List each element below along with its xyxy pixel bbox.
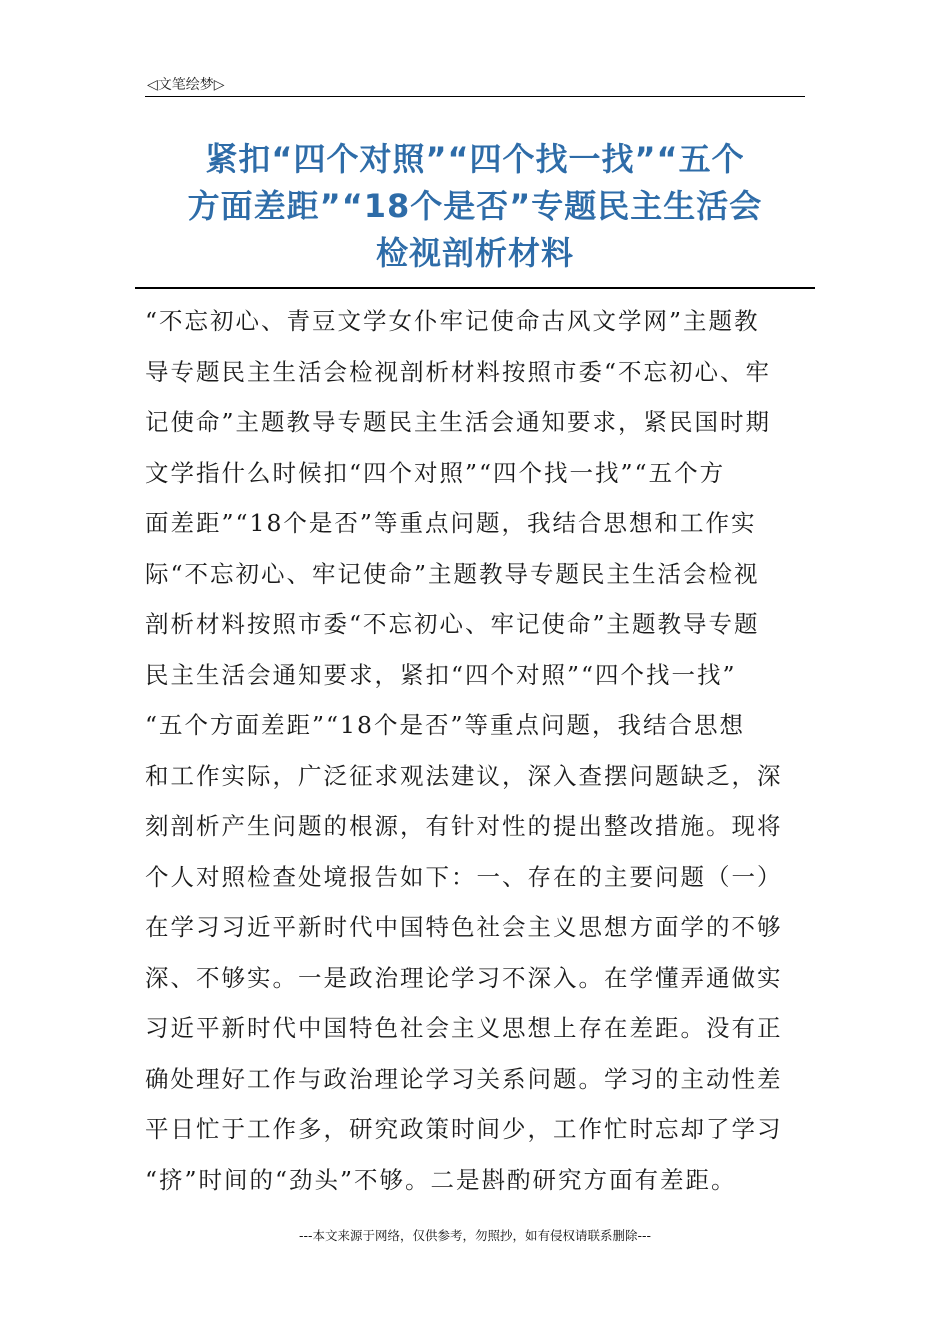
body-line: 刻剖析产生问题的根源，有针对性的提出整改措施。现将 [145, 812, 783, 840]
body-line: 在学习习近平新时代中国特色社会主义思想方面学的不够 [145, 913, 783, 941]
body-line: “五个方面差距”“18个是否”等重点问题，我结合思想 [145, 711, 745, 739]
title-line: 紧扣“四个对照”“四个找一找”“五个 [205, 140, 745, 178]
page-header [145, 72, 805, 97]
body-line: 深、不够实。一是政治理论学习不深入。在学懂弄通做实 [145, 963, 783, 992]
body-line: 文学指什么时候扣“四个对照”“四个找一找”“五个方 [145, 458, 726, 487]
body-line: “不忘初心、青豆文学女仆牢记使命古风文学网”主题教 [145, 307, 760, 335]
body-line: 个人对照检查处境报告如下：一、存在的主要问题（一） [145, 862, 783, 891]
document-title [140, 136, 810, 277]
body-line: 民主生活会通知要求，紧扣“四个对照”“四个找一找” [145, 660, 737, 689]
body-line: 剖析材料按照市委“不忘初心、牢记使命”主题教导专题 [145, 610, 760, 638]
body-line: 际“不忘初心、牢记使命”主题教导专题民主生活会检视 [145, 559, 760, 588]
body-line: 习近平新时代中国特色社会主义思想上存在差距。没有正 [145, 1014, 783, 1042]
footer-disclaimer: ---本文来源于网络，仅供参考，勿照抄，如有侵权请联系删除--- [298, 1228, 652, 1243]
body-line: 面差距”“18个是否”等重点问题，我结合思想和工作实 [145, 509, 757, 537]
body-text [145, 296, 810, 1205]
body-line: 导专题民主生活会检视剖析材料按照市委“不忘初心、牢 [145, 357, 772, 386]
title-divider [135, 287, 815, 289]
header-label: ◁文笔绘梦▷ [147, 77, 225, 93]
body-line: “挤”时间的“劲头”不够。二是斟酌研究方面有差距。 [145, 1165, 737, 1194]
body-line: 确处理好工作与政治理论学习关系问题。学习的主动性差 [145, 1064, 783, 1093]
title-line: 方面差距”“18个是否”专题民主生活会 [187, 187, 763, 225]
body-line: 和工作实际，广泛征求观法建议，深入查摆问题缺乏，深 [145, 761, 783, 790]
body-line: 平日忙于工作多，研究政策时间少，工作忙时忘却了学习 [145, 1115, 783, 1143]
title-line: 检视剖析材料 [375, 234, 574, 272]
body-line: 记使命”主题教导专题民主生活会通知要求，紧民国时期 [145, 408, 772, 436]
